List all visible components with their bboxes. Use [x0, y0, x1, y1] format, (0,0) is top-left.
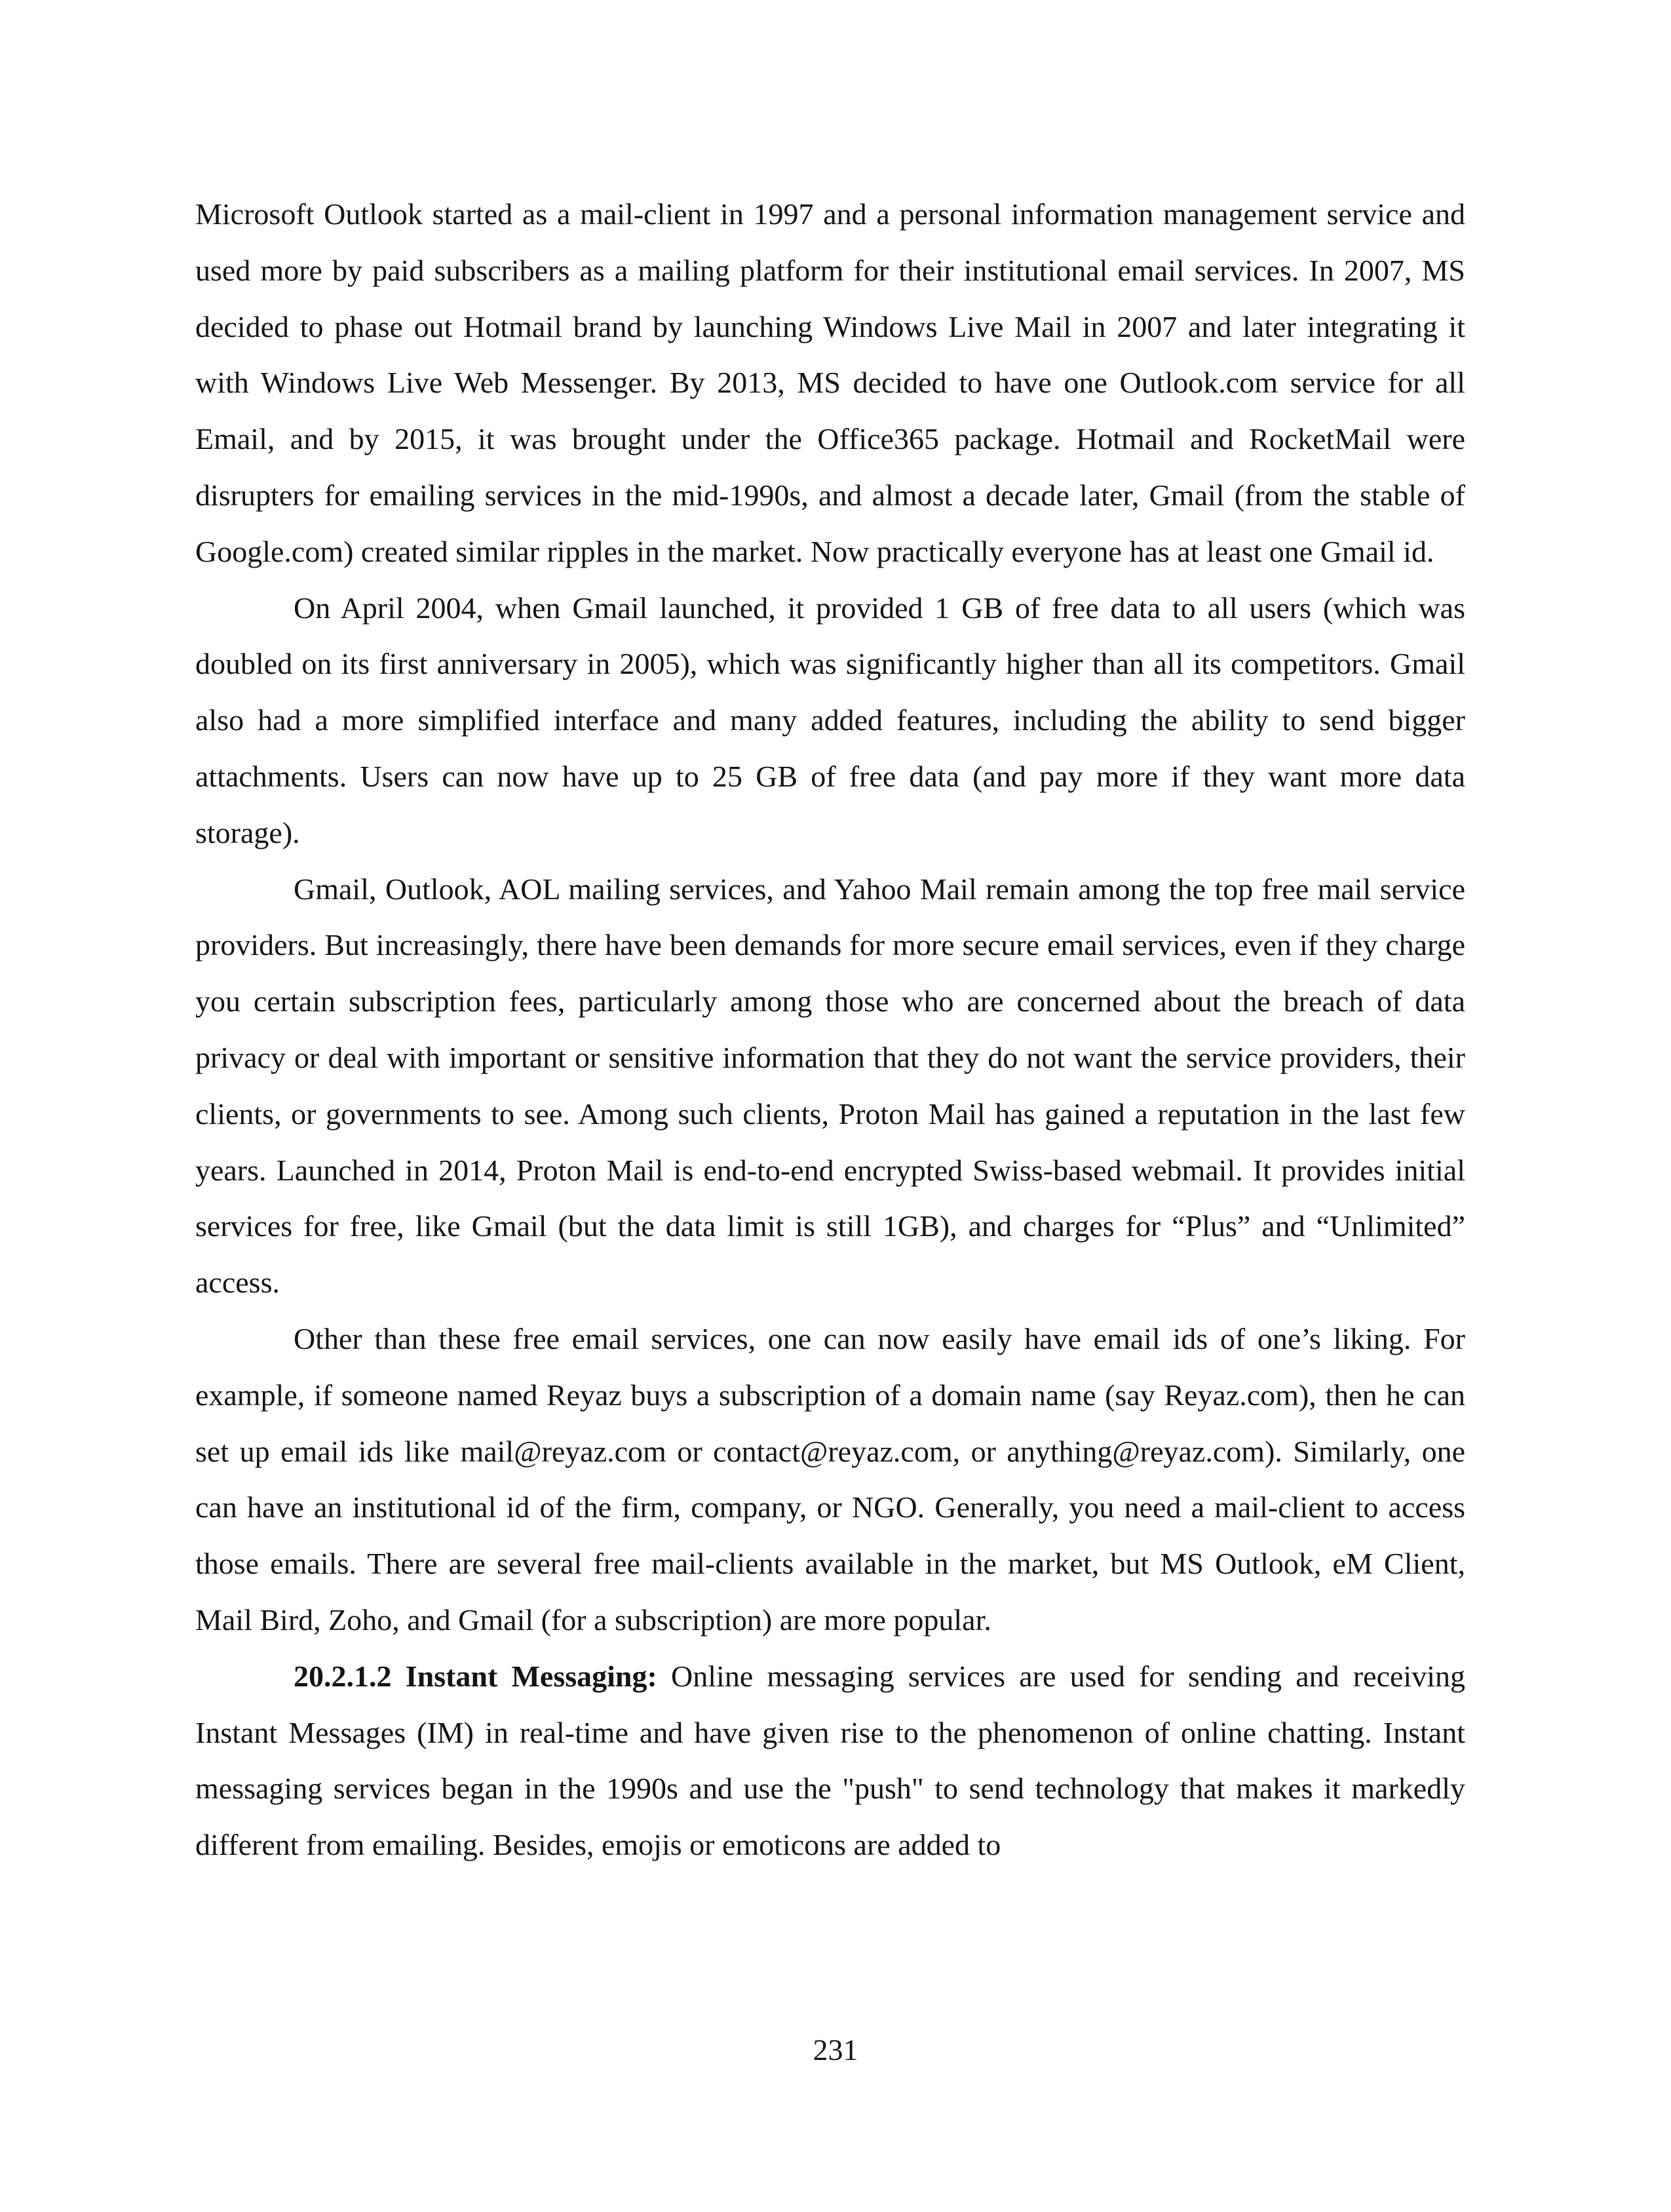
section-text: Online messaging services are used for sending and receiving Instant Messages (IM) in real-time and have given rise to the phenomenon of online chatting. Instant messaging services began in the 1990s and use the "push" to send technology that makes it markedly different from emailing. Besides, emojis or emoticons are added to: [195, 1659, 1465, 1862]
section-heading: 20.2.1.2 Instant Messaging:: [294, 1659, 657, 1693]
paragraph-instant-messaging: [195, 1648, 1465, 1873]
body-text: [195, 186, 1465, 1873]
paragraph-secure-email: Gmail, Outlook, AOL mailing services, and Yahoo Mail remain among the top free mail service providers. But increasingly, there have been demands for more secure email services, even if they charge you certain subscription fees, particularly among those who are concerned about the breach of data privacy or deal with important or sensitive information that they do not want the service providers, their clients, or governments to see. Among such clients, Proton Mail has gained a reputation in the last few years. Launched in 2014, Proton Mail is end-to-end encrypted Swiss-based webmail. It provides initial services for free, like Gmail (but the data limit is still 1GB), and charges for “Plus” and “Unlimited” access.: [195, 872, 1465, 1300]
paragraph-custom-email-ids: Other than these free email services, one can now easily have email ids of one’s liking. For example, if someone named Reyaz buys a subscription of a domain name (say Reyaz.com), then he can set up email ids like mail@reyaz.com or contact@reyaz.com, or anything@reyaz.com). Similarly, one can have an institutional id of the firm, company, or NGO. Generally, you need a mail-client to access those emails. There are several free mail-clients available in the market, but MS Outlook, eM Client, Mail Bird, Zoho, and Gmail (for a subscription) are more popular.: [195, 1321, 1465, 1637]
page-number: 231: [813, 2033, 858, 2066]
paragraph-gmail-launch: On April 2004, when Gmail launched, it provided 1 GB of free data to all users (which was doubled on its first anniversary in 2005), which was significantly higher than all its competitors. Gmail also had a more simplified interface and many added features, including the ability to send bigger attachments. Users can now have up to 25 GB of free data (and pay more if they want more data storage).: [195, 591, 1465, 849]
paragraph-outlook-history: Microsoft Outlook started as a mail-client in 1997 and a personal information management service and used more by paid subscribers as a mailing platform for their institutional email services. In 2007, MS decided to phase out Hotmail brand by launching Windows Live Mail in 2007 and later integrating it with Windows Live Web Messenger. By 2013, MS decided to have one Outlook.com service for all Email, and by 2015, it was brought under the Office365 package. Hotmail and RocketMail were disrupters for emailing services in the mid-1990s, and almost a decade later, Gmail (from the stable of Google.com) created similar ripples in the market. Now practically everyone has at least one Gmail id.: [195, 197, 1465, 568]
